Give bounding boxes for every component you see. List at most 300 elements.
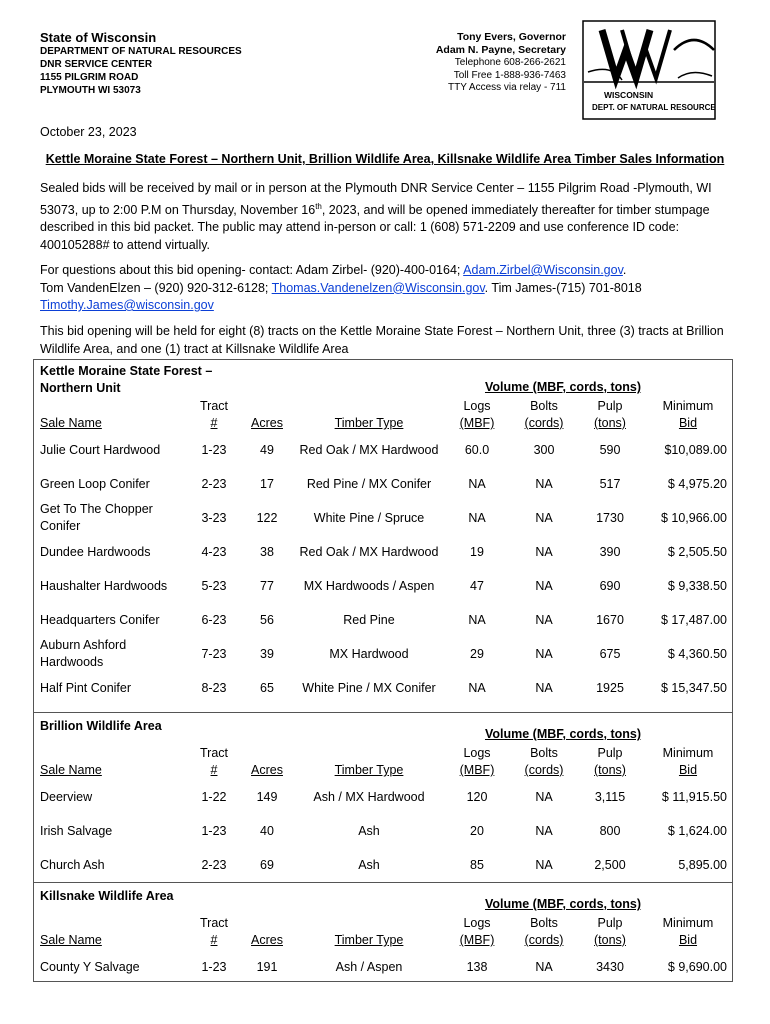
tract-cell (189, 501, 239, 535)
pulp-cell (585, 535, 635, 569)
sale-name-header-label: Sale Name (40, 416, 102, 430)
section-title-line: Brillion Wildlife Area (40, 719, 162, 733)
minimum-bid-cell (649, 671, 727, 705)
tract-cell-text: 1-22 (201, 789, 227, 804)
minimum-bid-cell (649, 467, 727, 501)
tract-header (189, 398, 239, 432)
acres-cell-text: 65 (260, 680, 274, 695)
service-center: DNR SERVICE CENTER (40, 59, 153, 70)
logs-cell (452, 671, 502, 705)
acres-cell (242, 950, 292, 984)
pulp-header (585, 398, 635, 432)
pulp-cell (585, 814, 635, 848)
logo-line-2: DEPT. OF NATURAL RESOURCES (592, 103, 716, 112)
volume-header: Volume (MBF, cords, tons) (484, 897, 642, 911)
city-address: PLYMOUTH WI 53073 (40, 85, 141, 96)
sale-name-cell (40, 433, 190, 467)
sale-name-cell-text: Headquarters Conifer (40, 612, 160, 627)
acres-cell (242, 501, 292, 535)
sale-name-cell-text: County Y Salvage (40, 959, 140, 974)
logs-header-bottom: (MBF) (459, 763, 495, 777)
bolts-header-top: Bolts (530, 399, 558, 413)
acres-cell-text: 49 (260, 442, 274, 457)
tract-header-bottom: # (210, 416, 218, 430)
bolts-cell-text: NA (535, 646, 553, 661)
logs-cell-text: NA (468, 510, 486, 525)
timber-type-cell-text: MX Hardwood (329, 646, 409, 661)
bolts-header-bottom: (cords) (524, 933, 564, 947)
sale-name-cell-text: Auburn Ashford Hardwoods (40, 638, 127, 669)
logs-cell-text: 60.0 (464, 442, 490, 457)
table-row (34, 569, 732, 603)
minimum-bid-cell (649, 848, 727, 882)
sale-name-cell-text: Dundee Hardwoods (40, 544, 151, 559)
logs-cell (452, 603, 502, 637)
section-divider (34, 712, 732, 713)
minimum-bid-header-top: Minimum (662, 746, 714, 760)
tract-cell (189, 950, 239, 984)
tty-access: TTY Access via relay - 711 (447, 82, 566, 93)
bolts-cell-text: NA (535, 578, 553, 593)
table-row (34, 814, 732, 848)
bolts-cell (519, 637, 569, 671)
tract-cell-text: 5-23 (201, 578, 227, 593)
pulp-header-bottom: (tons) (594, 763, 626, 777)
sale-name-cell-text: Green Loop Conifer (40, 476, 150, 491)
logs-cell-text: NA (468, 612, 486, 627)
acres-cell-text: 77 (260, 578, 274, 593)
minimum-bid-cell (649, 950, 727, 984)
minimum-bid-header-bottom: Bid (678, 763, 698, 777)
pulp-cell-text: 3430 (596, 959, 624, 974)
minimum-bid-header (649, 745, 727, 779)
pulp-cell (585, 848, 635, 882)
sale-name-header-label: Sale Name (40, 763, 102, 777)
sale-name-cell-text: Half Pint Conifer (40, 680, 132, 695)
bolts-cell (519, 569, 569, 603)
minimum-bid-header-bottom: Bid (678, 933, 698, 947)
minimum-bid-cell-text: $ 10,966.00 (660, 510, 727, 525)
wdnr-logo-icon (582, 20, 716, 120)
acres-cell-text: 39 (260, 646, 274, 661)
street-address: 1155 PILGRIM ROAD (40, 72, 139, 83)
acres-cell-text: 17 (260, 476, 274, 491)
tract-cell (189, 603, 239, 637)
bolts-cell-text: NA (535, 612, 553, 627)
bolts-cell-text: NA (535, 959, 553, 974)
sale-name-cell (40, 848, 190, 882)
minimum-bid-header-top: Minimum (662, 399, 714, 413)
minimum-bid-cell-text: 5,895.00 (678, 857, 727, 872)
pulp-cell (585, 950, 635, 984)
sale-name-cell (40, 467, 190, 501)
acres-cell (242, 603, 292, 637)
tract-cell (189, 848, 239, 882)
acres-cell (242, 814, 292, 848)
sale-name-cell (40, 603, 190, 637)
section-title-line: Killsnake Wildlife Area (40, 889, 174, 903)
table-row (34, 780, 732, 814)
pulp-cell (585, 569, 635, 603)
sale-name-cell (40, 569, 190, 603)
tract-header-top: Tract (199, 399, 228, 413)
bolts-cell (519, 501, 569, 535)
minimum-bid-cell (649, 637, 727, 671)
logs-cell (452, 433, 502, 467)
acres-cell (242, 671, 292, 705)
email-link-thomas[interactable]: Thomas.Vandenelzen@Wisconsin.gov (271, 280, 485, 295)
sale-name-cell (40, 501, 190, 535)
acres-cell (242, 433, 292, 467)
tract-cell-text: 3-23 (201, 510, 227, 525)
state-name: State of Wisconsin (40, 30, 157, 45)
bolts-header-top: Bolts (530, 916, 558, 930)
logs-header-bottom: (MBF) (459, 416, 495, 430)
timber-type-cell (299, 780, 439, 814)
bolts-cell-text: NA (535, 476, 553, 491)
timber-type-header-spacer (299, 745, 439, 762)
tract-cell (189, 467, 239, 501)
acres-header-spacer (242, 745, 292, 762)
sale-name-cell (40, 950, 190, 984)
letter-date: October 23, 2023 (40, 125, 137, 139)
telephone: Telephone 608-266-2621 (454, 57, 566, 68)
bolts-cell (519, 814, 569, 848)
bolts-header-top: Bolts (530, 746, 558, 760)
pulp-cell-text: 690 (599, 578, 621, 593)
pulp-cell (585, 603, 635, 637)
timber-type-cell-text: Red Oak / MX Hardwood (299, 442, 439, 457)
timber-type-cell-text: Red Pine (343, 612, 395, 627)
tract-cell-text: 1-23 (201, 959, 227, 974)
logs-header (452, 745, 502, 779)
minimum-bid-header (649, 398, 727, 432)
tracts-summary-paragraph: This bid opening will be held for eight (8) tracts on the Kettle Moraine State Forest – Northern Unit, three (3) tracts at Brillion Wildlife Area, and one (1) tract at Killsnake Wildlife Area (40, 324, 724, 356)
acres-cell-text: 149 (256, 789, 278, 804)
minimum-bid-cell-text: $ 17,487.00 (660, 612, 727, 627)
timber-type-header (299, 398, 439, 432)
pulp-cell-text: 2,500 (594, 857, 626, 872)
tract-cell-text: 8-23 (201, 680, 227, 695)
timber-sales-tables (33, 359, 733, 982)
sale-name-cell (40, 637, 190, 671)
tract-cell (189, 637, 239, 671)
minimum-bid-cell-text: $ 1,624.00 (667, 823, 727, 838)
sale-name-cell-text: Irish Salvage (40, 823, 113, 838)
minimum-bid-cell (649, 814, 727, 848)
acres-cell-text: 56 (260, 612, 274, 627)
minimum-bid-cell-text: $ 9,338.50 (667, 578, 727, 593)
timber-type-cell (299, 467, 439, 501)
tract-cell-text: 6-23 (201, 612, 227, 627)
acres-cell (242, 780, 292, 814)
sale-name-cell-text: Julie Court Hardwood (40, 442, 161, 457)
section-title (40, 718, 162, 735)
bolts-cell (519, 433, 569, 467)
logs-cell (452, 535, 502, 569)
acres-cell (242, 535, 292, 569)
acres-header-spacer (242, 398, 292, 415)
tract-header-bottom: # (210, 763, 218, 777)
pulp-cell-text: 390 (599, 544, 621, 559)
timber-type-cell-text: White Pine / Spruce (313, 510, 425, 525)
pulp-header-bottom: (tons) (594, 933, 626, 947)
acres-cell-text: 38 (260, 544, 274, 559)
contacts-paragraph: For questions about this bid opening- contact: Adam Zirbel- (920)-400-0164; Adam.Zirbel@Wisconsin.gov. Tom VandenElzen – (920) 920-312-6128; Thomas.Vandenelzen@Wisconsin.gov. Tim James-(715) 701-8018 Timothy.James@wisconsin.gov (40, 263, 642, 312)
section-title-line: Kettle Moraine State Forest – (40, 364, 213, 378)
tract-cell-text: 2-23 (201, 857, 227, 872)
acres-header (242, 398, 292, 432)
bolts-cell-text: 300 (533, 442, 555, 457)
acres-cell (242, 569, 292, 603)
pulp-cell-text: 517 (599, 476, 621, 491)
minimum-bid-header-top: Minimum (662, 916, 714, 930)
timber-type-header-bottom: Timber Type (334, 763, 404, 777)
secretary-name: Adam N. Payne, Secretary (435, 44, 566, 56)
timber-type-cell-text: Red Oak / MX Hardwood (299, 544, 439, 559)
acres-cell (242, 467, 292, 501)
acres-header-bottom: Acres (251, 933, 283, 947)
pulp-header (585, 915, 635, 949)
timber-type-cell-text: Ash / MX Hardwood (313, 789, 425, 804)
sale-name-header (40, 415, 102, 432)
logs-cell (452, 501, 502, 535)
minimum-bid-cell (649, 535, 727, 569)
bolts-cell (519, 671, 569, 705)
timber-type-header (299, 915, 439, 949)
acres-header (242, 915, 292, 949)
timber-type-cell (299, 603, 439, 637)
timber-type-cell-text: Ash / Aspen (335, 959, 403, 974)
logs-cell (452, 467, 502, 501)
timber-type-cell-text: White Pine / MX Conifer (302, 680, 436, 695)
tract-cell-text: 1-23 (201, 442, 227, 457)
acres-header-bottom: Acres (251, 416, 283, 430)
logs-header-top: Logs (463, 746, 491, 760)
table-row (34, 433, 732, 467)
agency-address-block (40, 30, 242, 97)
table-row (34, 637, 732, 671)
bolts-header (519, 745, 569, 779)
section-title (40, 888, 174, 905)
acres-cell-text: 191 (256, 959, 278, 974)
timber-type-header-spacer (299, 398, 439, 415)
bolts-cell (519, 603, 569, 637)
pulp-cell-text: 675 (599, 646, 621, 661)
logs-header-top: Logs (463, 916, 491, 930)
timber-type-cell (299, 433, 439, 467)
pulp-cell (585, 433, 635, 467)
pulp-cell (585, 780, 635, 814)
minimum-bid-cell-text: $ 15,347.50 (660, 680, 727, 695)
logs-header (452, 915, 502, 949)
pulp-cell (585, 637, 635, 671)
minimum-bid-header-bottom: Bid (678, 416, 698, 430)
pulp-header-top: Pulp (597, 746, 623, 760)
logs-cell-text: 85 (470, 857, 484, 872)
logo-line-1: WISCONSIN (604, 90, 654, 100)
minimum-bid-cell (649, 780, 727, 814)
sale-name-header (40, 932, 102, 949)
department-name: DEPARTMENT OF NATURAL RESOURCES (40, 46, 242, 57)
tract-cell-text: 2-23 (201, 476, 227, 491)
logs-header (452, 398, 502, 432)
table-row (34, 535, 732, 569)
bolts-cell-text: NA (535, 510, 553, 525)
logs-header-top: Logs (463, 399, 491, 413)
tract-cell-text: 4-23 (201, 544, 227, 559)
bolts-cell-text: NA (535, 544, 553, 559)
bolts-cell-text: NA (535, 680, 553, 695)
tract-cell-text: 7-23 (201, 646, 227, 661)
acres-cell (242, 637, 292, 671)
tract-header (189, 915, 239, 949)
logs-cell (452, 848, 502, 882)
document-title: Kettle Moraine State Forest – Northern Unit, Brillion Wildlife Area, Killsnake Wildlife Area Timber Sales Information (45, 152, 725, 166)
acres-cell (242, 848, 292, 882)
email-link-timothy[interactable]: Timothy.James@wisconsin.gov (40, 298, 214, 312)
tract-cell (189, 671, 239, 705)
logs-cell (452, 569, 502, 603)
sale-name-header (40, 762, 102, 779)
section-title-line: Northern Unit (40, 381, 121, 395)
pulp-header-top: Pulp (597, 399, 623, 413)
table-row (34, 671, 732, 705)
bolts-cell (519, 848, 569, 882)
bolts-cell-text: NA (535, 789, 553, 804)
bolts-cell-text: NA (535, 823, 553, 838)
minimum-bid-cell-text: $ 2,505.50 (667, 544, 727, 559)
bolts-header (519, 915, 569, 949)
volume-header: Volume (MBF, cords, tons) (484, 380, 642, 394)
timber-type-cell (299, 671, 439, 705)
bolts-cell (519, 780, 569, 814)
timber-type-header-bottom: Timber Type (334, 416, 404, 430)
logs-cell (452, 637, 502, 671)
logs-header-bottom: (MBF) (459, 933, 495, 947)
officials-block (436, 31, 566, 95)
minimum-bid-cell-text: $ 4,360.50 (667, 646, 727, 661)
timber-type-cell-text: MX Hardwoods / Aspen (303, 578, 435, 593)
pulp-cell-text: 3,115 (594, 789, 626, 804)
logs-cell-text: NA (468, 680, 486, 695)
timber-type-cell (299, 637, 439, 671)
sale-name-cell (40, 780, 190, 814)
pulp-cell-text: 1670 (596, 612, 624, 627)
minimum-bid-cell-text: $10,089.00 (664, 442, 727, 457)
minimum-bid-cell-text: $ 4,975.20 (667, 476, 727, 491)
sale-name-cell (40, 814, 190, 848)
acres-cell-text: 122 (256, 510, 278, 525)
table-row (34, 603, 732, 637)
minimum-bid-cell (649, 501, 727, 535)
timber-type-cell-text: Ash (358, 823, 380, 838)
email-link-adam[interactable]: Adam.Zirbel@Wisconsin.gov (463, 263, 623, 277)
acres-cell-text: 69 (260, 857, 274, 872)
bolts-cell (519, 535, 569, 569)
logs-cell-text: 120 (466, 789, 488, 804)
logs-cell (452, 780, 502, 814)
tract-header-top: Tract (199, 916, 228, 930)
toll-free: Toll Free 1-888-936-7463 (453, 69, 566, 81)
pulp-header-top: Pulp (597, 916, 623, 930)
minimum-bid-cell (649, 603, 727, 637)
tract-cell (189, 780, 239, 814)
minimum-bid-cell-text: $ 11,915.50 (661, 789, 727, 804)
timber-type-cell-text: Ash (358, 857, 380, 872)
tract-cell (189, 569, 239, 603)
tract-cell (189, 433, 239, 467)
pulp-cell (585, 671, 635, 705)
pulp-cell-text: 1925 (596, 680, 624, 695)
bolts-header (519, 398, 569, 432)
sale-name-cell (40, 671, 190, 705)
pulp-cell-text: 590 (599, 442, 621, 457)
tract-cell (189, 535, 239, 569)
minimum-bid-cell (649, 569, 727, 603)
governor-name: Tony Evers, Governor (457, 31, 566, 43)
sale-name-header-label: Sale Name (40, 933, 102, 947)
table-row (34, 467, 732, 501)
logs-cell (452, 814, 502, 848)
sale-name-cell-text: Church Ash (40, 857, 105, 872)
acres-header-bottom: Acres (251, 763, 283, 777)
pulp-header (585, 745, 635, 779)
timber-type-cell (299, 814, 439, 848)
minimum-bid-cell (649, 433, 727, 467)
bolts-header-bottom: (cords) (524, 763, 564, 777)
minimum-bid-cell-text: $ 9,690.00 (667, 959, 727, 974)
tract-header (189, 745, 239, 779)
section-divider (34, 882, 732, 883)
tract-header-top: Tract (199, 746, 228, 760)
timber-type-cell (299, 535, 439, 569)
pulp-cell-text: 800 (599, 823, 621, 838)
timber-type-cell (299, 950, 439, 984)
tract-cell-text: 1-23 (201, 823, 227, 838)
logs-cell-text: 29 (470, 646, 484, 661)
timber-type-header-spacer (299, 915, 439, 932)
tract-header-bottom: # (210, 933, 218, 947)
pulp-header-bottom: (tons) (594, 416, 626, 430)
timber-type-header-bottom: Timber Type (334, 933, 404, 947)
logs-cell-text: 47 (470, 578, 484, 593)
bolts-cell-text: NA (535, 857, 553, 872)
timber-type-cell-text: Red Pine / MX Conifer (306, 476, 432, 491)
bolts-header-bottom: (cords) (524, 416, 564, 430)
timber-type-cell (299, 569, 439, 603)
minimum-bid-header (649, 915, 727, 949)
sale-name-cell-text: Get To The Chopper Conifer (40, 502, 153, 533)
bid-instructions-paragraph: Sealed bids will be received by mail or in person at the Plymouth DNR Service Center – 1155 Pilgrim Road -Plymouth, WI 53073, up to 2:00 P.M on Thursday, November 16th, 2023, and will be opened immediately thereafter for timber stumpage described in this bid packet. The public may attend in-person or call: 1 (608) 571-2209 and use conference ID code: 400105288# to attend virtually. (40, 181, 712, 252)
section-title (40, 363, 212, 397)
acres-header-spacer (242, 915, 292, 932)
table-row (34, 848, 732, 882)
bolts-cell (519, 950, 569, 984)
logs-cell-text: 138 (466, 959, 488, 974)
pulp-cell (585, 467, 635, 501)
sale-name-cell-text: Haushalter Hardwoods (40, 578, 168, 593)
logs-cell (452, 950, 502, 984)
tract-cell (189, 814, 239, 848)
table-row (34, 950, 732, 984)
timber-type-header (299, 745, 439, 779)
volume-header: Volume (MBF, cords, tons) (484, 727, 642, 741)
pulp-cell (585, 501, 635, 535)
acres-cell-text: 40 (260, 823, 274, 838)
logs-cell-text: NA (468, 476, 486, 491)
sale-name-cell (40, 535, 190, 569)
